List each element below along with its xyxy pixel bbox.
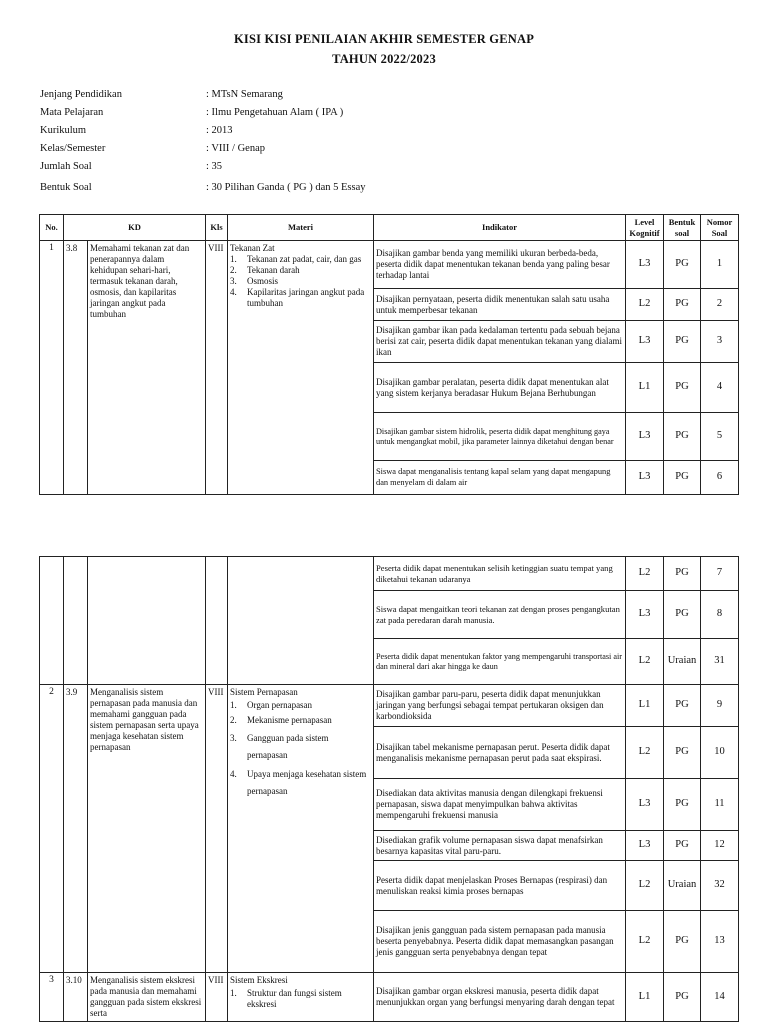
bentuk-cell: PG [664,973,701,1022]
empty-cell [206,557,228,685]
materi-cell [228,241,374,495]
bentuk-cell: PG [664,557,701,591]
bentuk-cell: PG [664,685,701,727]
materi-item: 1. Organ pernapasan [230,699,313,710]
indikator-cell: Peserta didik dapat menentukan faktor yang mempengaruhi transportasi air dan mineral dari akar hingga ke daun [374,639,626,685]
materi-list [230,254,371,309]
indikator-cell: Disajikan pernyataan, peserta didik menentukan salah satu usaha untuk memperbesar tekanan [374,289,626,321]
class-level: VIII [206,685,228,973]
indikator-cell: Disajikan gambar ikan pada kedalaman tertentu pada sebuah bejana berisi zat cair, peserta didik dapat menentukan tekanan yang dialami ikan [374,321,626,363]
indikator-cell: Peserta didik dapat menjelaskan Proses Bernapas (respirasi) dan menuliskan reaksi kimia proses bernapas [374,861,626,911]
materi-list [230,988,371,1010]
bentuk-cell: PG [664,727,701,779]
level-cell: L2 [626,289,664,321]
nomor-cell: 2 [701,289,739,321]
table-row [40,685,739,727]
level-cell: L2 [626,911,664,973]
column-header-indikator: Indikator [374,215,626,241]
materi-item: 4. Kapilaritas jaringan angkut pada tumbuhan [230,286,365,308]
indikator-cell: Disajikan tabel mekanisme pernapasan perut. Peserta didik dapat menganalisis mekanisme pernapasan perut pada saat ekspirasi. [374,727,626,779]
level-cell: L2 [626,639,664,685]
level-cell: L1 [626,363,664,413]
materi-item: 3. Gangguan pada sistem pernapasan [230,732,329,760]
empty-cell [64,557,88,685]
bentuk-cell: PG [664,289,701,321]
info-label: Jenjang Pendidikan [40,89,122,100]
indikator-cell: Disajikan gambar organ ekskresi manusia, peserta didik dapat menunjukkan organ yang berfungsi menyaring darah dengan tepat [374,973,626,1022]
indikator-cell: Disajikan gambar peralatan, peserta didik dapat menentukan alat yang sistem kerjanya beradasar Hukum Bejana Berhubungan [374,363,626,413]
level-cell: L2 [626,727,664,779]
bentuk-cell: Uraian [664,639,701,685]
kd-description: Menganalisis sistem pernapasan pada manusia dan memahami gangguan pada sistem pernapasan serta upaya menjaga kesehatan sistem pernapasan [88,685,206,973]
indikator-cell: Disajikan gambar paru-paru, peserta didik dapat menunjukkan jaringan yang berfungsi sebagai tempat pertukaran oksigen dan karbondioksida [374,685,626,727]
column-header-bentuk: Bentuk soal [664,215,701,241]
nomor-cell: 6 [701,461,739,495]
level-cell: L3 [626,779,664,831]
level-cell: L1 [626,685,664,727]
level-cell: L3 [626,321,664,363]
indikator-cell: Disediakan grafik volume pernapasan siswa dapat menafsirkan besarnya kapasitas vital paru-paru. [374,831,626,861]
level-cell: L3 [626,413,664,461]
level-cell: L1 [626,973,664,1022]
info-label: Bentuk Soal [40,182,92,193]
materi-item: 2. Tekanan darah [230,264,300,275]
bentuk-cell: PG [664,911,701,973]
materi-title: Sistem Ekskresi [230,975,288,985]
bentuk-cell: PG [664,321,701,363]
nomor-cell: 11 [701,779,739,831]
kd-description: Memahami tekanan zat dan penerapannya dalam kehidupan sehari-hari, termasuk tekanan darah, osmosis, dan kapilaritas jaringan angkut pada tumbuhan [88,241,206,495]
info-value: : Ilmu Pengetahuan Alam ( IPA ) [206,107,344,118]
bentuk-cell: PG [664,591,701,639]
column-header-level: Level Kognitif [626,215,664,241]
kd-code: 3.8 [64,241,88,495]
indikator-cell: Siswa dapat mengaitkan teori tekanan zat dengan proses pengangkutan zat pada peredaran darah manusia. [374,591,626,639]
bentuk-cell: PG [664,241,701,289]
nomor-cell: 5 [701,413,739,461]
info-label: Jumlah Soal [40,161,92,172]
empty-cell [88,557,206,685]
kisi-table-part-1 [39,214,739,495]
info-value: : 35 [206,161,223,172]
row-number: 3 [40,973,64,1022]
info-value: : 2013 [206,125,233,136]
empty-cell [228,557,374,685]
nomor-cell: 4 [701,363,739,413]
level-cell: L3 [626,461,664,495]
materi-cell [228,973,374,1022]
column-header-nomor: Nomor Soal [701,215,739,241]
kd-code: 3.10 [64,973,88,1022]
nomor-cell: 3 [701,321,739,363]
materi-item: 2. Mekanisme pernapasan [230,714,332,725]
nomor-cell: 13 [701,911,739,973]
bentuk-cell: PG [664,413,701,461]
materi-item: 1. Struktur dan fungsi sistem ekskresi [230,987,342,1009]
indikator-cell: Disediakan data aktivitas manusia dengan dilengkapi frekuensi pernapasan, siswa dapat menyimpulkan bahwa aktivitas mempengaruhi frekuensi manusia [374,779,626,831]
level-cell: L2 [626,861,664,911]
column-header-materi: Materi [228,215,374,241]
class-level: VIII [206,973,228,1022]
nomor-cell: 7 [701,557,739,591]
row-number: 1 [40,241,64,495]
info-value: : VIII / Genap [206,143,265,154]
info-value: : MTsN Semarang [206,89,283,100]
materi-list [230,700,371,800]
nomor-cell: 12 [701,831,739,861]
nomor-cell: 9 [701,685,739,727]
kd-code: 3.9 [64,685,88,973]
materi-title: Tekanan Zat [230,243,275,253]
nomor-cell: 31 [701,639,739,685]
indikator-cell: Disajikan jenis gangguan pada sistem pernapasan pada manusia beserta penyebabnya. Peserta didik dapat memasangkan pasangan jenis gangguan serta penyebabnya dengan tepat [374,911,626,973]
level-cell: L3 [626,831,664,861]
table-row [40,973,739,1022]
bentuk-cell: PG [664,831,701,861]
indikator-cell: Siswa dapat menganalisis tentang kapal selam yang dapat mengapung dan menyelam di dalam air [374,461,626,495]
bentuk-cell: Uraian [664,861,701,911]
indikator-cell: Disajikan gambar sistem hidrolik, peserta didik dapat menghitung gaya untuk mengangkat mobil, jika parameter lainnya diketahui dengan benar [374,413,626,461]
class-level: VIII [206,241,228,495]
bentuk-cell: PG [664,461,701,495]
level-cell: L2 [626,557,664,591]
table-row [40,241,739,289]
info-value: : 30 Pilihan Ganda ( PG ) dan 5 Essay [206,182,366,193]
table-row [40,557,739,591]
indikator-cell: Disajikan gambar benda yang memiliki ukuran berbeda-beda, peserta didik dapat menentukan tekanan benda yang paling besar terhadap lantai [374,241,626,289]
info-label: Kurikulum [40,125,87,136]
column-header-no: No. [40,215,64,241]
indikator-cell: Peserta didik dapat menentukan selisih ketinggian suatu tempat yang diketahui tekanan udaranya [374,557,626,591]
level-cell: L3 [626,591,664,639]
nomor-cell: 10 [701,727,739,779]
nomor-cell: 1 [701,241,739,289]
materi-item: 4. Upaya menjaga kesehatan sistem pernapasan [230,769,367,797]
level-cell: L3 [626,241,664,289]
info-label: Kelas/Semester [40,143,106,154]
materi-cell [228,685,374,973]
info-label: Mata Pelajaran [40,107,104,118]
kisi-table-part-2 [39,556,739,1022]
bentuk-cell: PG [664,363,701,413]
materi-item: 1. Tekanan zat padat, cair, dan gas [230,253,362,264]
nomor-cell: 14 [701,973,739,1022]
table-header-row [40,215,739,241]
empty-cell [40,557,64,685]
column-header-kls: Kls [206,215,228,241]
nomor-cell: 8 [701,591,739,639]
bentuk-cell: PG [664,779,701,831]
document-subtitle: TAHUN 2022/2023 [332,52,436,66]
materi-item: 3. Osmosis [230,275,279,286]
document-title: KISI KISI PENILAIAN AKHIR SEMESTER GENAP [233,32,535,46]
materi-title: Sistem Pernapasan [230,687,298,697]
nomor-cell: 32 [701,861,739,911]
column-header-kd: KD [64,215,206,241]
kd-description: Menganalisis sistem ekskresi pada manusia dan memahami gangguan pada sistem ekskresi serta [88,973,206,1022]
row-number: 2 [40,685,64,973]
